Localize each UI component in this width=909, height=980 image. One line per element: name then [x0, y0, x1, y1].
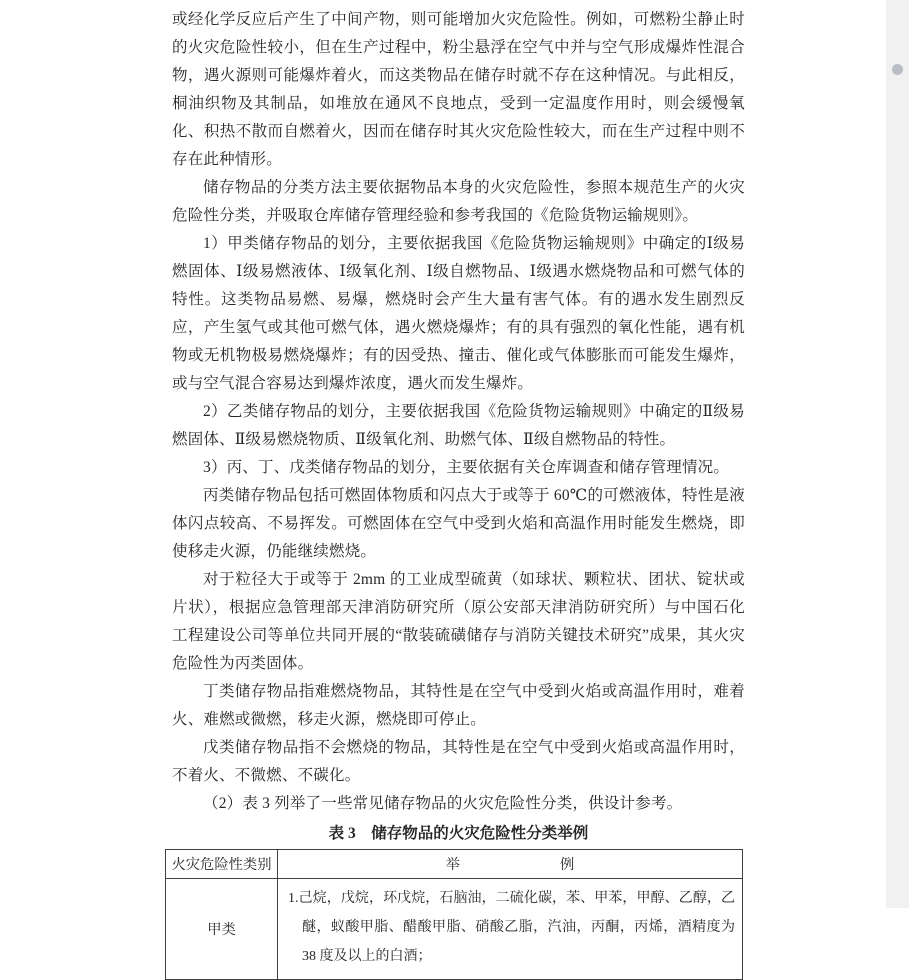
table-header-row [166, 850, 743, 879]
paragraph: （2）表 3 列举了一些常见储存物品的火灾危险性分类，供设计参考。 [203, 795, 683, 812]
paragraph: 储存物品的分类方法主要依据物品本身的火灾危险性，参照本规范生产的火灾危险性分类，并吸取仓库储存管理经验和参考我国的《危险货物运输规则》。 [172, 179, 745, 224]
paragraph: 2）乙类储存物品的划分，主要依据我国《危险货物运输规则》中确定的Ⅱ级易燃固体、Ⅱ级易燃烧物质、Ⅱ级氧化剂、助燃气体、Ⅱ级自燃物品的特性。 [172, 403, 745, 448]
paragraphs [172, 6, 745, 818]
paragraph: 丁类储存物品指难燃烧物品，其特性是在空气中受到火焰或高温作用时，难着火、难燃或微燃，移走火源，燃烧即可停止。 [172, 683, 745, 728]
classification-table [165, 849, 743, 980]
paragraph: 1）甲类储存物品的划分，主要依据我国《危险货物运输规则》中确定的Ⅰ级易燃固体、Ⅰ级易燃液体、Ⅰ级氧化剂、Ⅰ级自燃物品、Ⅰ级遇水燃烧物品和可燃气体的特性。这类物品易燃、易爆，燃烧时会产生大量有害气体。有的遇水发生剧烈反应，产生氢气或其他可燃气体，遇火燃烧爆炸；有的具有强烈的氧化性能，遇有机物或无机物极易燃烧爆炸；有的因受热、撞击、催化或气体膨胀而可能发生爆炸，或与空气混合容易达到爆炸浓度，遇火而发生爆炸。 [172, 235, 745, 392]
paragraph: 丙类储存物品包括可燃固体物质和闪点大于或等于 60℃的可燃液体，特性是液体闪点较高、不易挥发。可燃固体在空气中受到火焰和高温作用时能发生燃烧，即使移走火源，仍能继续燃烧。 [172, 487, 745, 560]
header-category: 火灾危险性类别 [166, 850, 278, 879]
category-cell: 甲类 [166, 879, 278, 980]
examples-cell: 1.己烷，戊烷，环戊烷，石脑油，二硫化碳，苯、甲苯，甲醇、乙醇，乙醚，蚁酸甲脂、醋酸甲脂、硝酸乙脂，汽油，丙酮，丙烯，酒精度为 38 度及以上的白酒； [278, 879, 743, 980]
paragraph: 或经化学反应后产生了中间产物，则可能增加火灾危险性。例如，可燃粉尘静止时的火灾危险性较小，但在生产过程中，粉尘悬浮在空气中并与空气形成爆炸性混合物，遇火源则可能爆炸着火，而这类物品在储存时就不存在这种情况。与此相反，桐油织物及其制品，如堆放在通风不良地点，受到一定温度作用时，则会缓慢氧化、积热不散而自燃着火，因而在储存时其火灾危险性较大，而在生产过程中则不存在此种情形。 [172, 11, 745, 168]
table-body [166, 879, 743, 980]
table-title: 表 3 储存物品的火灾危险性分类举例 [328, 825, 589, 842]
scrollbar-track[interactable] [886, 0, 909, 908]
paragraph: 3）丙、丁、戊类储存物品的划分，主要依据有关仓库调查和储存管理情况。 [203, 459, 730, 476]
table-row [166, 879, 743, 980]
paragraph: 对于粒径大于或等于 2mm 的工业成型硫黄（如球状、颗粒状、团状、锭状或片状），根据应急管理部天津消防研究所（原公安部天津消防研究所）与中国石化工程建设公司等单位共同开展的“散装硫磺储存与消防关键技术研究”成果，其火灾危险性为丙类固体。 [172, 571, 745, 672]
document-page [172, 6, 745, 980]
scrollbar-thumb[interactable] [892, 64, 903, 75]
paragraph: 戊类储存物品指不会燃烧的物品，其特性是在空气中受到火焰或高温作用时，不着火、不微燃、不碳化。 [172, 739, 745, 784]
header-examples: 举 例 [278, 850, 743, 879]
